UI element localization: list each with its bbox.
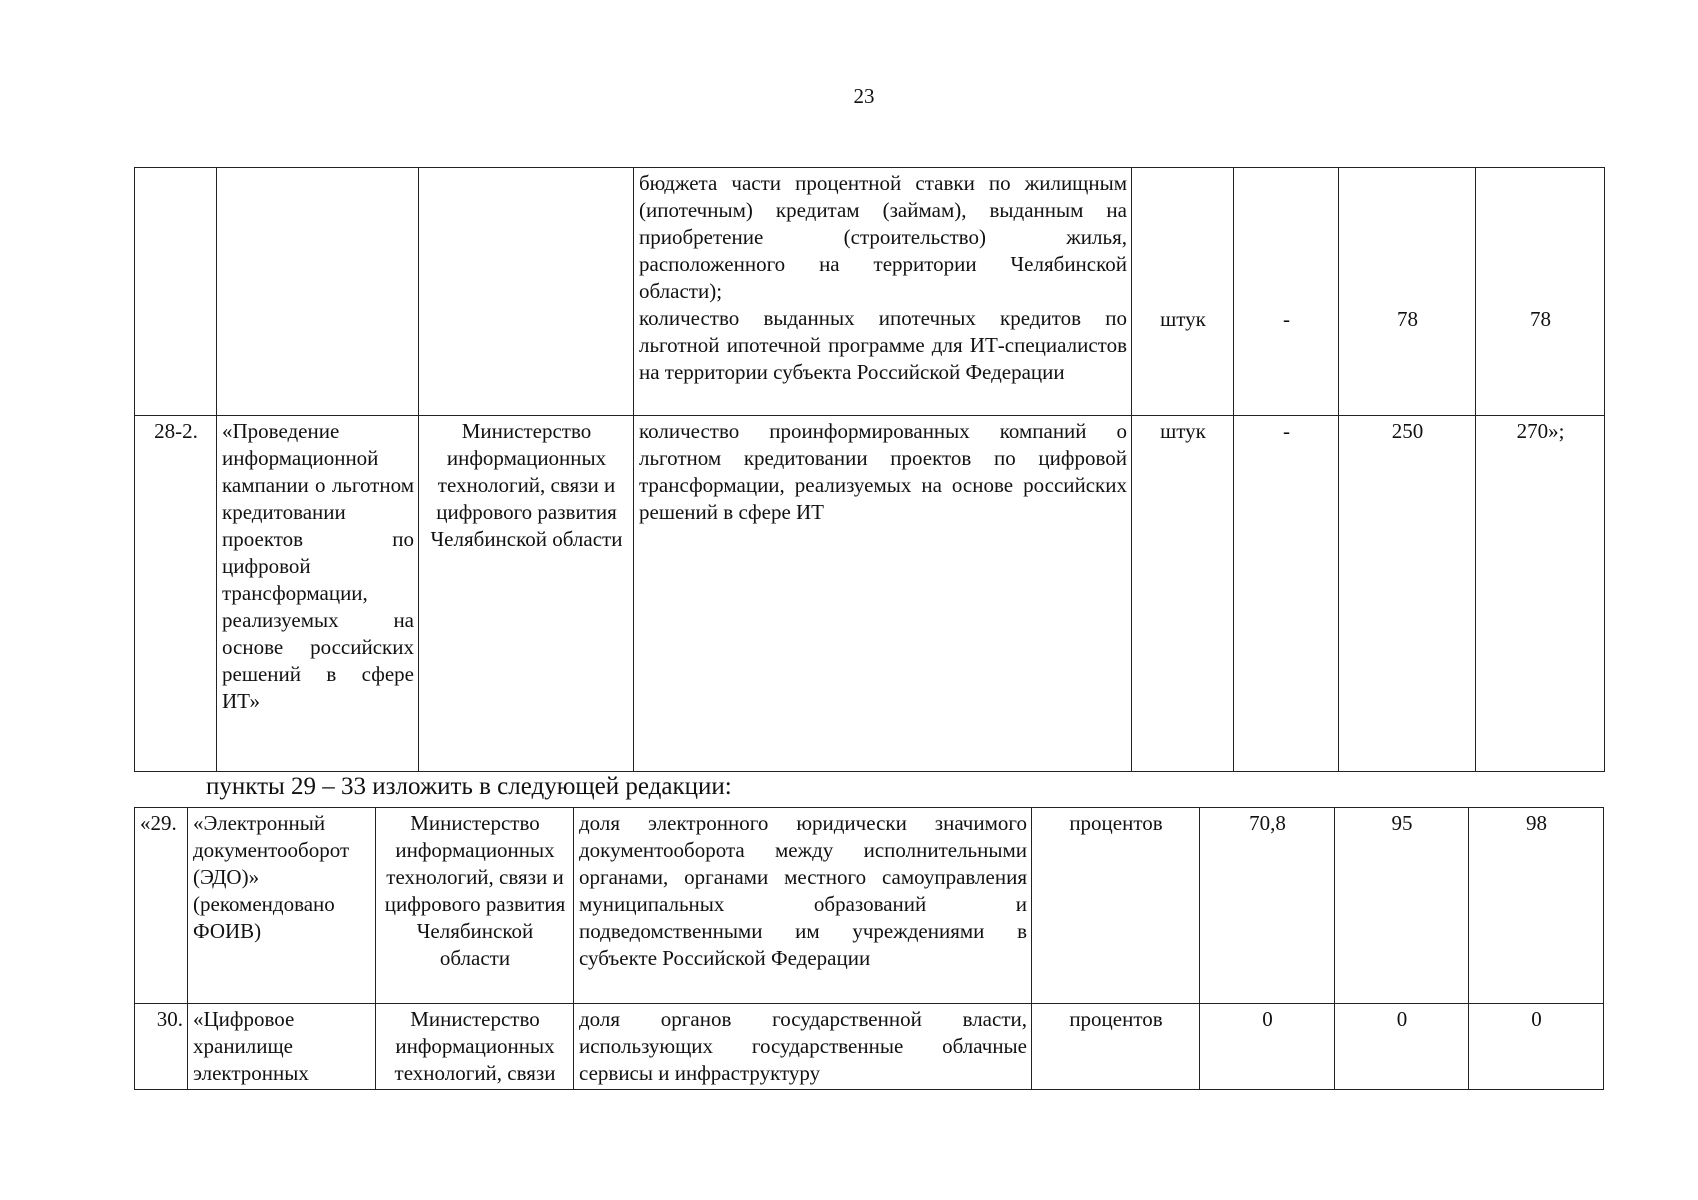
unit-value: штук <box>1160 307 1206 331</box>
target-value-2-cell: 0 <box>1469 1004 1604 1090</box>
indicator-cell <box>634 168 1132 416</box>
table-row <box>135 168 1605 416</box>
target-value-2-cell: 270»; <box>1476 416 1605 772</box>
table-row <box>135 808 1604 1004</box>
target-value-2-cell <box>1476 168 1605 416</box>
indicator-text-part2: количество выданных ипотечных кредитов по льготной ипотечной программе для ИТ-специалистов на территории субъекта Российской Федерации <box>639 306 1127 384</box>
target-value-1-cell: 0 <box>1335 1004 1469 1090</box>
unit-cell: штук <box>1132 416 1234 772</box>
target-value-2-cell: 98 <box>1469 808 1604 1004</box>
base-value-cell: - <box>1234 416 1339 772</box>
executor-cell: Министерство информационных технологий, связи <box>376 1004 574 1090</box>
target-value-1-cell <box>1339 168 1476 416</box>
indicator-cell: количество проинформированных компаний о льготном кредитовании проектов по цифровой трансформации, реализуемых на основе российских решений в сфере ИТ <box>634 416 1132 772</box>
base-value: - <box>1283 307 1290 331</box>
project-name-cell: «Электронный документооборот (ЭДО)» (рекомендовано ФОИВ) <box>188 808 376 1004</box>
target-value-1-cell: 95 <box>1335 808 1469 1004</box>
indicators-table-bottom <box>134 807 1604 1090</box>
indicator-cell: доля электронного юридически значимого документооборота между исполнительными органами, органами местного самоуправления муниципальных образований и подведомственными им учреждениями в субъекте Российской Федерации <box>574 808 1032 1004</box>
project-name-cell <box>217 168 419 416</box>
target-value-1-cell: 250 <box>1339 416 1476 772</box>
indicators-table-top <box>134 167 1605 772</box>
unit-cell <box>1132 168 1234 416</box>
row-number-cell <box>135 168 217 416</box>
project-name-cell: «Цифровое хранилище электронных <box>188 1004 376 1090</box>
executor-cell: Министерство информационных технологий, связи и цифрового развития Челябинской области <box>419 416 634 772</box>
row-number-cell: 28-2. <box>135 416 217 772</box>
table-row <box>135 1004 1604 1090</box>
indicator-text-part1: бюджета части процентной ставки по жилищным (ипотечным) кредитам (займам), выданным на приобретение (строительство) жилья, расположенного на территории Челябинской области); <box>639 171 1127 303</box>
unit-cell: процентов <box>1032 808 1200 1004</box>
row-number-cell: «29. <box>135 808 188 1004</box>
base-value-cell: 0 <box>1200 1004 1335 1090</box>
executor-cell: Министерство информационных технологий, связи и цифрового развития Челябинской области <box>376 808 574 1004</box>
table-row <box>135 416 1605 772</box>
unit-cell: процентов <box>1032 1004 1200 1090</box>
indicator-cell: доля органов государственной власти, использующих государственные облачные сервисы и инфраструктуру <box>574 1004 1032 1090</box>
base-value-cell <box>1234 168 1339 416</box>
row-number-cell: 30. <box>135 1004 188 1090</box>
project-name-cell: «Проведение информационной кампании о льготном кредитовании проектов по цифровой трансформации, реализуемых на основе российских решений в сфере ИТ» <box>217 416 419 772</box>
target-value-1: 78 <box>1397 307 1418 331</box>
page-number: 23 <box>853 84 875 108</box>
executor-cell <box>419 168 634 416</box>
target-value-2: 78 <box>1530 307 1551 331</box>
amendment-instruction-text: пункты 29 – 33 изложить в следующей редакции: <box>206 773 732 800</box>
base-value-cell: 70,8 <box>1200 808 1335 1004</box>
